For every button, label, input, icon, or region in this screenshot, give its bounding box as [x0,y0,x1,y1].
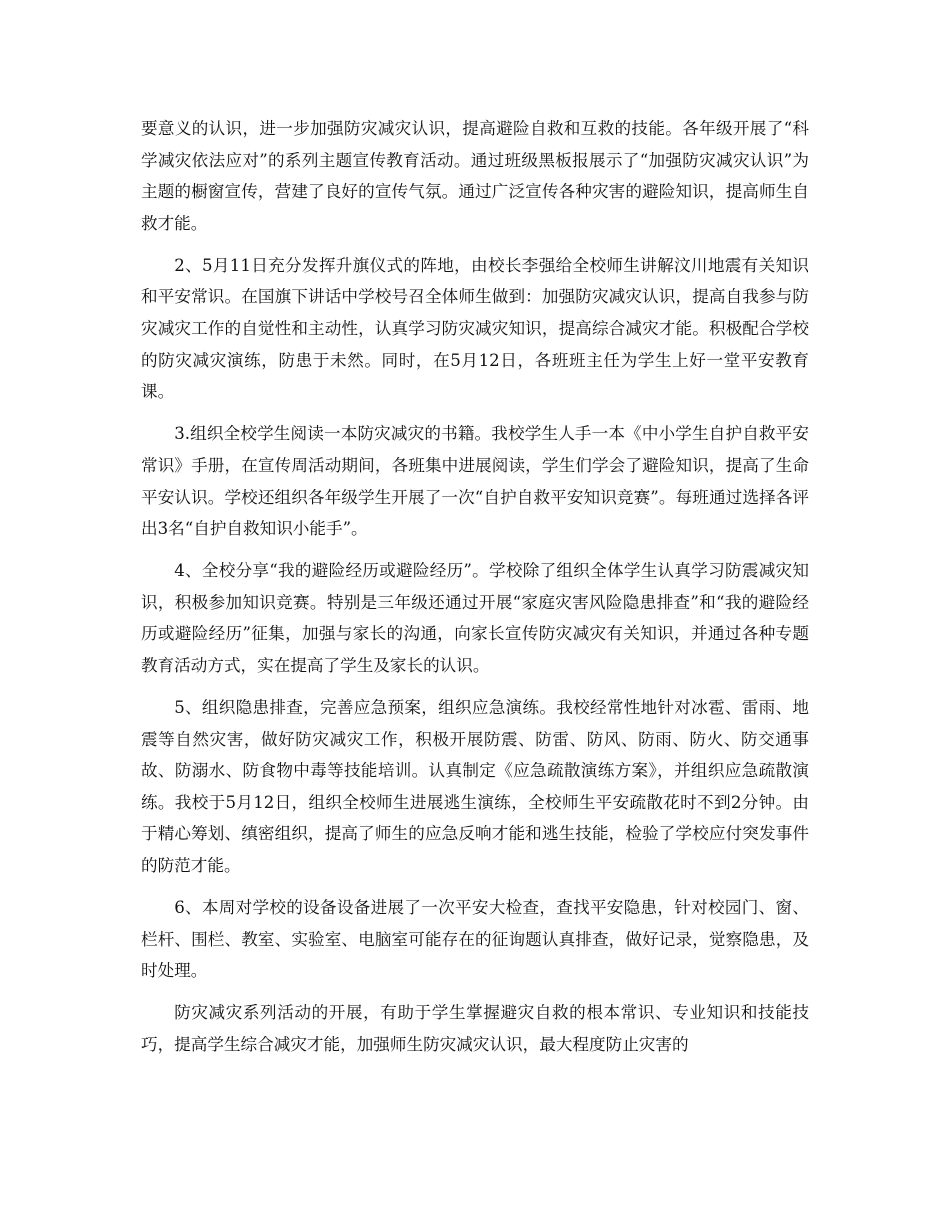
paragraph-item-3: 3.组织全校学生阅读一本防灾减灾的书籍。我校学生人手一本《中小学生自护自救平安常识》手册，在宣传周活动期间，各班集中进展阅读，学生们学会了避险知识，提高了生命平安认识。学校还组织各年级学生开展了一次“自护自救平安知识竞赛”。每班通过选择各评出3名“自护自救知识小能手”。 [141,424,809,539]
paragraph-continuation: 要意义的认识，进一步加强防灾减灾认识，提高避险自救和互救的技能。各年级开展了“科学减灾依法应对”的系列主题宣传教育活动。通过班级黑板报展示了“加强防灾减灾认识”为主题的橱窗宣传，营建了良好的宣传气氛。通过广泛宣传各种灾害的避险知识，提高师生自救才能。 [141,119,809,233]
paragraph-conclusion: 防灾减灾系列活动的开展，有助于学生掌握避灾自救的根本常识、专业知识和技能技巧，提高学生综合减灾才能，加强师生防灾减灾认识，最大程度防止灾害的 [141,1003,809,1055]
paragraph-item-4: 4、全校分享“我的避险经历或避险经历”。学校除了组织全体学生认真学习防震减灾知识，积极参加知识竞赛。特别是三年级还通过开展“家庭灾害风险隐患排查”和“我的避险经历或避险经历”征集，加强与家长的沟通，向家长宣传防灾减灾有关知识，并通过各种专题教育活动方式，实在提高了学生及家长的认识。 [141,561,809,675]
document-body [141,113,809,1071]
paragraph-item-2: 2、5月11日充分发挥升旗仪式的阵地，由校长李强给全校师生讲解汶川地震有关知识和平安常识。在国旗下讲话中学校号召全体师生做到：加强防灾减灾认识，提高自我参与防灾减灾工作的自觉性和主动性，认真学习防灾减灾知识，提高综合减灾才能。积极配合学校的防灾减灾演练，防患于未然。同时，在5月12日，各班班主任为学生上好一堂平安教育课。 [141,255,809,402]
paragraph-item-6: 6、本周对学校的设备设备进展了一次平安大检查，查找平安隐患，针对校园门、窗、栏杆、围栏、教室、实验室、电脑室可能存在的征询题认真排查，做好记录，觉察隐患，及时处理。 [141,898,809,981]
paragraph-item-5: 5、组织隐患排查，完善应急预案，组织应急演练。我校经常性地针对冰雹、雷雨、地震等自然灾害，做好防灾减灾工作，积极开展防震、防雷、防风、防雨、防火、防交通事故、防溺水、防食物中毒等技能培训。认真制定《应急疏散演练方案》，并组织应急疏散演练。我校于5月12日，组织全校师生进展逃生演练，全校师生平安疏散花时不到2分钟。由于精心筹划、缜密组织，提高了师生的应急反响才能和逃生技能，检验了学校应付突发事件的防范才能。 [141,698,809,876]
